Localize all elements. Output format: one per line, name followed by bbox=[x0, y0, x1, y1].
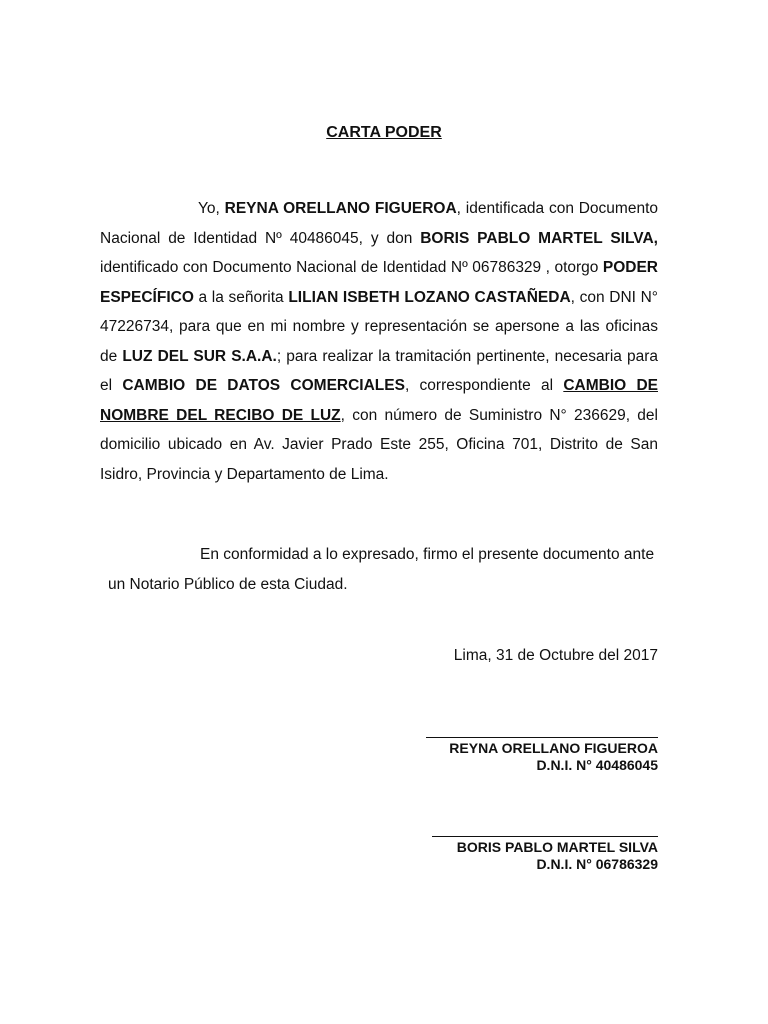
body-paragraph-2 bbox=[108, 540, 668, 599]
signature-line bbox=[432, 836, 658, 837]
signer-dni: D.N.I. N° 40486045 bbox=[536, 757, 658, 773]
signer-dni: D.N.I. N° 06786329 bbox=[536, 856, 658, 872]
document-title: CARTA PODER bbox=[326, 124, 442, 141]
text-segment: a la señorita bbox=[193, 288, 289, 306]
signature-line bbox=[426, 737, 658, 738]
text-segment: , con número de Suministro N° 236629, del domicilio ubicado en Av. Javier Prado Este 255, Oficina 701, Distrito de San Isidro, Provincia y Departamento de Lima. bbox=[100, 406, 658, 483]
procedure-detail: CAMBIO DE NOMBRE DEL RECIBO DE LUZ bbox=[100, 377, 658, 424]
document-date: Lima, 31 de Octubre del 2017 bbox=[453, 647, 658, 664]
text-segment: , correspondiente al bbox=[404, 377, 564, 394]
text-segment: Yo, bbox=[198, 200, 225, 217]
signer-name: REYNA ORELLANO FIGUEROA bbox=[449, 740, 658, 756]
signature-block-2 bbox=[432, 836, 658, 873]
grantor-name-2: BORIS PABLO MARTEL SILVA, bbox=[420, 229, 658, 247]
power-type: PODER ESPECÍFICO bbox=[100, 259, 658, 306]
text-segment: , con DNI N° 47226734, para que en mi nombre y representación se apersone a las oficinas de bbox=[100, 288, 658, 365]
company-name: LUZ DEL SUR S.A.A. bbox=[122, 347, 277, 365]
text-segment: En conformidad a lo expresado, firmo el presente documento ante un Notario Público de esta Ciudad. bbox=[108, 546, 655, 593]
signer-name: BORIS PABLO MARTEL SILVA bbox=[456, 839, 658, 855]
grantor-name-1: REYNA ORELLANO FIGUEROA bbox=[224, 200, 457, 217]
text-segment: ; para realizar la tramitación pertinente, necesaria para el bbox=[100, 347, 658, 394]
procedure-name: CAMBIO DE DATOS COMERCIALES bbox=[122, 377, 405, 394]
attorney-name: LILIAN ISBETH LOZANO CASTAÑEDA bbox=[288, 288, 571, 306]
text-segment: , identificada con Documento Nacional de Identidad Nº 40486045, y don bbox=[100, 200, 658, 247]
signature-block-1 bbox=[426, 737, 658, 774]
text-segment: identificado con Documento Nacional de Identidad Nº 06786329 , otorgo bbox=[100, 259, 603, 276]
body-paragraph-1 bbox=[100, 194, 658, 489]
